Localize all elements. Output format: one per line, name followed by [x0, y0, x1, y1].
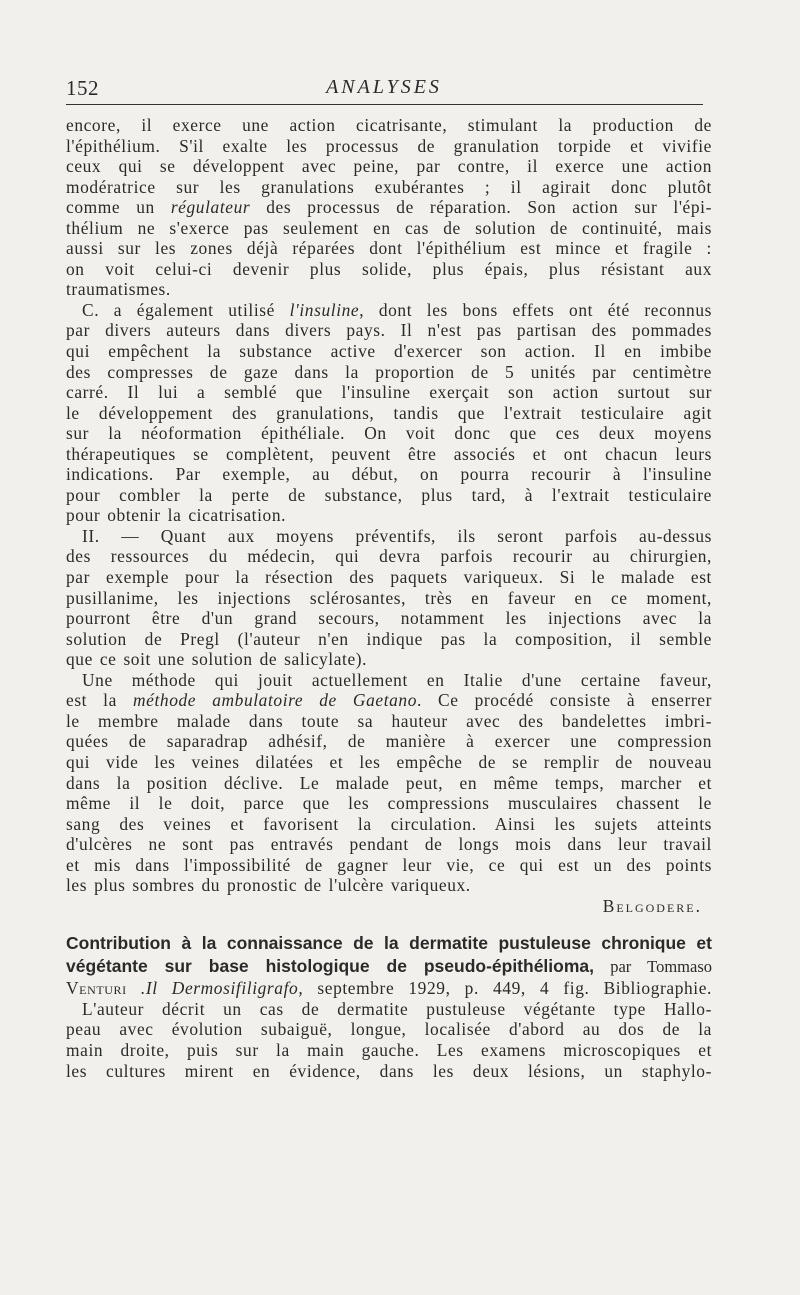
article-citation: [66, 978, 712, 999]
text-line: ceux qui se développent avec peine, par contre, il exerce une action: [66, 156, 712, 177]
text-line: l'épithélium. S'il exalte les processus de granulation torpide et vivifie: [66, 135, 712, 156]
text-line: main droite, puis sur la main gauche. Les examens microscopiques et: [66, 1039, 712, 1060]
text-line: sang des veines et favorisent la circulation. Ainsi les sujets atteints: [66, 813, 712, 834]
text-line: comme un régulateur des processus de réparation. Son action sur l'épi-: [66, 197, 712, 218]
text-line: quées de saparadrap adhésif, de manière à exercer une compression: [66, 731, 712, 752]
text-line: et mis dans l'impossibilité de gagner leur vie, ce qui est un des points: [66, 854, 712, 875]
text-line: pusillanime, les injections sclérosantes, très en faveur en ce moment,: [66, 587, 712, 608]
page-header: [66, 70, 702, 100]
article-title-line-1: Contribution à la connaissance de la dermatite pustuleuse chronique et: [66, 933, 712, 954]
text-line: le membre malade dans toute sa hauteur avec des bandelettes imbri-: [66, 710, 712, 731]
text-line: par exemple pour la résection des paquets variqueux. Si le malade est: [66, 567, 712, 588]
text-line: L'auteur décrit un cas de dermatite pustuleuse végétante type Hallo-: [82, 998, 712, 1019]
text-line: aussi sur les zones déjà réparées dont l'épithélium est mince et fragile :: [66, 238, 712, 259]
text-line: des compresses de gaze dans la proportion de 5 unités par centimètre: [66, 361, 712, 382]
text-line: Une méthode qui jouit actuellement en Italie d'une certaine faveur,: [82, 669, 712, 690]
header-rule: [66, 104, 703, 105]
text-line: pour combler la perte de substance, plus tard, à l'extrait testiculaire: [66, 484, 712, 505]
text-line: que ce soit une solution de salicylate).: [66, 649, 368, 670]
text-line: thérapeutiques se complètent, peuvent être associés et ont chacun leurs: [66, 443, 712, 464]
text-line: encore, il exerce une action cicatrisante, stimulant la production de: [66, 115, 712, 135]
text-line: traumatismes.: [66, 279, 171, 300]
text-line: le développement des granulations, tandis que l'extrait testiculaire agit: [66, 402, 712, 423]
text-line: sur la néoformation épithéliale. On voit donc que ces deux moyens: [66, 423, 712, 444]
text-line: même il le doit, parce que les compressions musculaires chassent le: [66, 793, 712, 814]
article-journal: .Il Dermosifiligrafo,: [140, 978, 304, 999]
section-gap: [66, 916, 712, 932]
text-line: dans la position déclive. Le malade peut, en même temps, marcher et: [66, 772, 712, 793]
text-line: d'ulcères ne sont pas entravés pendant de longs mois dans leur travail: [66, 834, 712, 855]
text-line: pour obtenir la cicatrisation.: [66, 505, 287, 526]
text-line: on voit celui-ci devenir plus solide, plus épais, plus résistant aux: [66, 258, 712, 279]
text-line: des ressources du médecin, qui devra parfois recourir au chirurgien,: [66, 546, 712, 567]
text-line: modératrice sur les granulations exubérantes ; il agirait donc plutôt: [66, 176, 712, 197]
article-citation-details: septembre 1929, p. 449, 4 fig. Bibliographie.: [303, 978, 712, 999]
text-line: indications. Par exemple, au début, on pourra recourir à l'insuline: [66, 464, 712, 485]
text-line: carré. Il lui a semblé que l'insuline exerçait son action surtout sur: [66, 382, 712, 403]
paragraphs: [66, 115, 712, 896]
text-line: solution de Pregl (l'auteur n'en indique pas la composition, il semble: [66, 628, 712, 649]
text-line: C. a également utilisé l'insuline, dont les bons effets ont été reconnus: [82, 299, 712, 320]
article-author: Venturi: [66, 978, 127, 999]
text-line: pourront être d'un grand secours, notamment les injections avec la: [66, 608, 712, 629]
body-text: [66, 115, 712, 1081]
text-line: qui empêchent la substance active d'exercer son action. Il en imbibe: [66, 341, 712, 362]
text-line: peau avec évolution subaiguë, longue, localisée d'abord au dos de la: [66, 1019, 712, 1040]
article-entry: [66, 932, 712, 1081]
text-line: est la méthode ambulatoire de Gaetano. Ce procédé consiste à enserrer: [66, 690, 712, 711]
article-body: [66, 999, 712, 1081]
running-head: ANALYSES: [326, 76, 442, 98]
page-number: 152: [66, 76, 99, 100]
signature: Belgodere.: [602, 895, 702, 916]
text-line: II. — Quant aux moyens préventifs, ils seront parfois au-dessus: [82, 525, 712, 546]
text-line: par divers auteurs dans divers pays. Il n'est pas partisan des pommades: [66, 320, 712, 341]
article-title-line-2: végétante sur base histologique de pseudo-épithélioma, par Tommaso: [66, 956, 712, 977]
text-line: les plus sombres du pronostic de l'ulcère variqueux.: [66, 875, 471, 896]
text-line: thélium ne s'exerce pas seulement en cas de solution de continuité, mais: [66, 217, 712, 238]
text-line: les cultures mirent en évidence, dans les deux lésions, un staphylo-: [66, 1060, 712, 1081]
text-line: qui vide les veines dilatées et les empêche de se remplir de nouveau: [66, 751, 712, 772]
